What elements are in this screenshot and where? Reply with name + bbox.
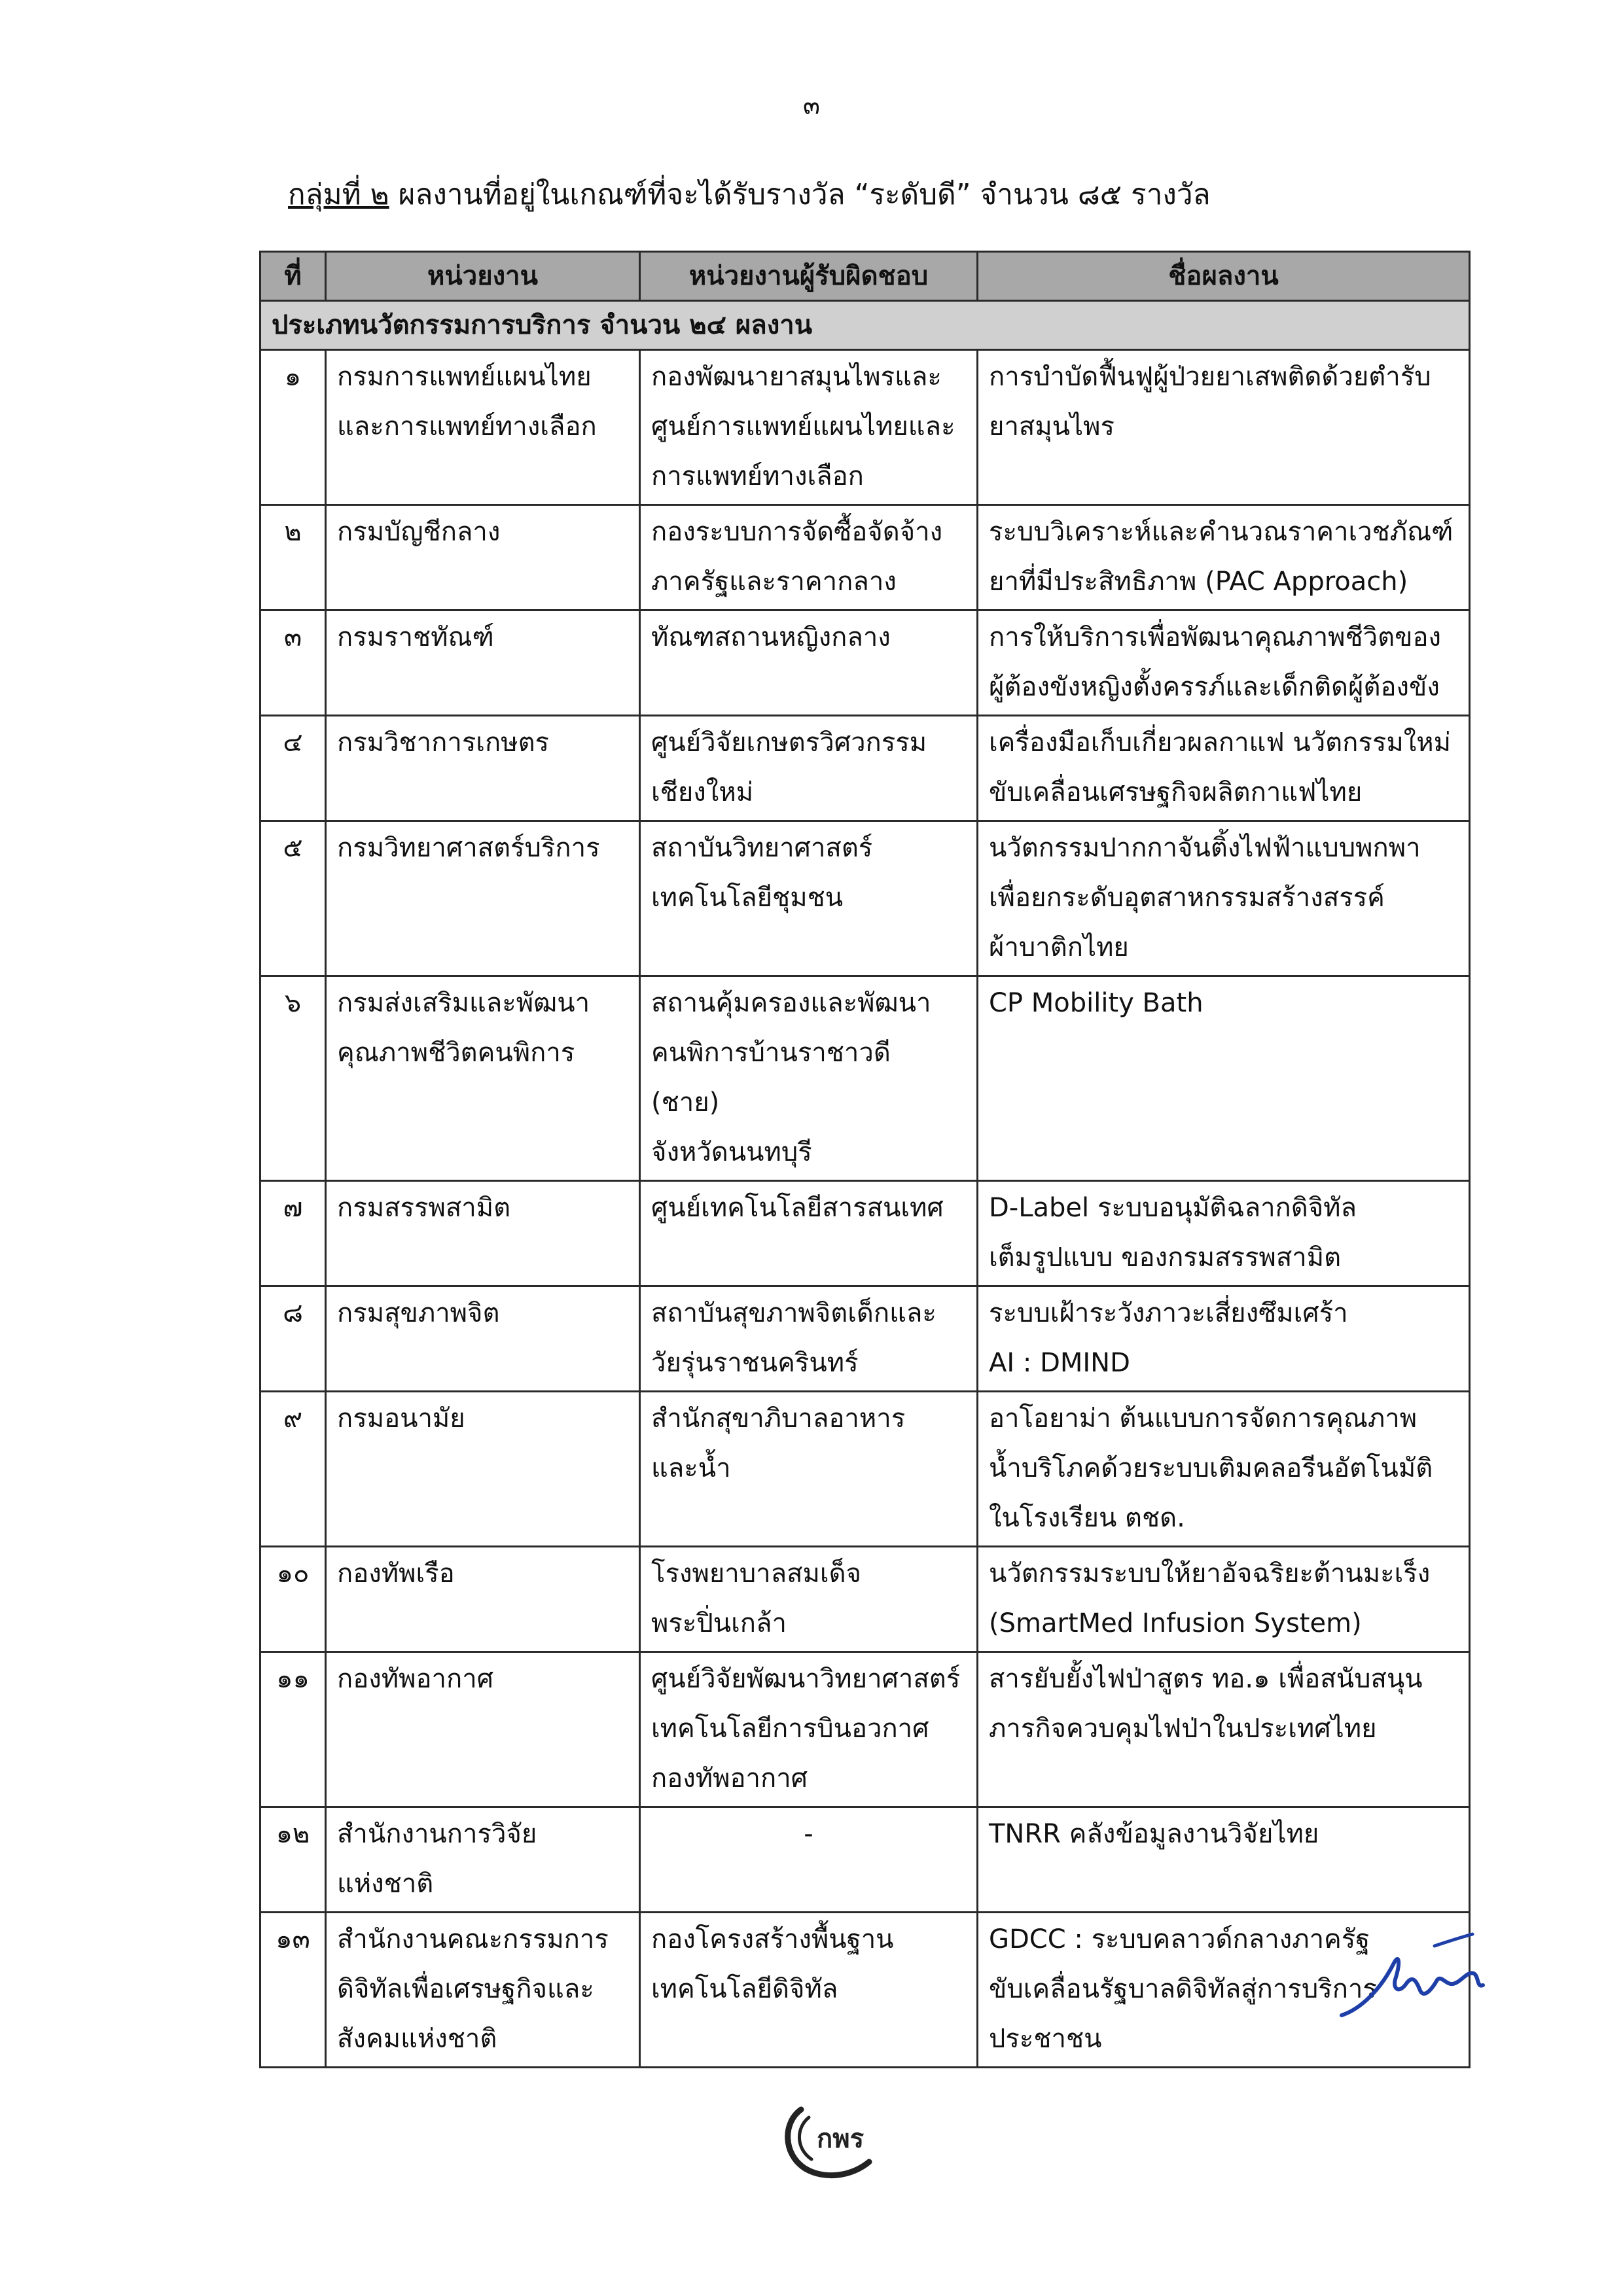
header-number: ที่ (260, 252, 326, 301)
row-responsible: ทัณฑสถานหญิงกลาง (640, 610, 978, 716)
row-work-title: ระบบเฝ้าระวังภาวะเสี่ยงซึมเศร้า AI : DMIND (978, 1286, 1470, 1392)
signature (1322, 1917, 1492, 2028)
row-responsible: กองพัฒนายาสมุนไพรและ ศูนย์การแพทย์แผนไทยและ การแพทย์ทางเลือก (640, 350, 978, 505)
row-unit: กรมวิชาการเกษตร (326, 716, 640, 821)
table-row (260, 1181, 1470, 1286)
row-work-title: GDCC : ระบบคลาวด์กลางภาครัฐ ขับเคลื่อนรัฐบาลดิจิทัลสู่การบริการ ประชาชน (978, 1913, 1470, 2068)
row-number: ๙ (260, 1392, 326, 1547)
row-unit: กรมราชทัณฑ์ (326, 610, 640, 716)
row-number: ๕ (260, 821, 326, 976)
table-row (260, 1392, 1470, 1547)
row-work-title: D-Label ระบบอนุมัติฉลากดิจิทัล เต็มรูปแบบ ของกรมสรรพสามิต (978, 1181, 1470, 1286)
row-responsible: สถาบันสุขภาพจิตเด็กและ วัยรุ่นราชนครินทร์ (640, 1286, 978, 1392)
row-responsible: โรงพยาบาลสมเด็จ พระปิ่นเกล้า (640, 1547, 978, 1652)
header-work: ชื่อผลงาน (978, 252, 1470, 301)
signature-stroke (1342, 1959, 1483, 2015)
table-row (260, 976, 1470, 1181)
row-work-title: ระบบวิเคราะห์และคำนวณราคาเวชภัณฑ์ ยาที่มีประสิทธิภาพ (PAC Approach) (978, 505, 1470, 610)
table-row (260, 1547, 1470, 1652)
signature-tick (1435, 1934, 1472, 1946)
group-heading-text: ผลงานที่อยู่ในเกณฑ์ที่จะได้รับรางวัล “ระดับดี” จำนวน ๘๕ รางวัล (389, 178, 1211, 211)
row-unit: สำนักงานการวิจัย แห่งชาติ (326, 1807, 640, 1913)
category-label: ประเภทนวัตกรรมการบริการ จำนวน ๒๔ ผลงาน (260, 301, 1470, 350)
row-responsible: ศูนย์วิจัยพัฒนาวิทยาศาสตร์ เทคโนโลยีการบินอวกาศ กองทัพอากาศ (640, 1652, 978, 1807)
table-row (260, 716, 1470, 821)
category-row (260, 301, 1470, 350)
row-responsible: สำนักสุขาภิบาลอาหาร และน้ำ (640, 1392, 978, 1547)
row-responsible: ศูนย์เทคโนโลยีสารสนเทศ (640, 1181, 978, 1286)
row-unit: กองทัพอากาศ (326, 1652, 640, 1807)
table-row (260, 505, 1470, 610)
row-number: ๑ (260, 350, 326, 505)
row-unit: กรมวิทยาศาสตร์บริการ (326, 821, 640, 976)
row-work-title: นวัตกรรมปากกาจันติ้งไฟฟ้าแบบพกพา เพื่อยกระดับอุตสาหกรรมสร้างสรรค์ ผ้าบาติกไทย (978, 821, 1470, 976)
opdc-logo (779, 2100, 883, 2179)
row-work-title: เครื่องมือเก็บเกี่ยวผลกาแฟ นวัตกรรมใหม่ ขับเคลื่อนเศรษฐกิจผลิตกาแฟไทย (978, 716, 1470, 821)
row-responsible: สถานคุ้มครองและพัฒนา คนพิการบ้านราชาวดี (ชาย) จังหวัดนนทบุรี (640, 976, 978, 1181)
table-body (260, 301, 1470, 2068)
row-work-title: อาโอยาม่า ต้นแบบการจัดการคุณภาพ น้ำบริโภคด้วยระบบเติมคลอรีนอัตโนมัติ ในโรงเรียน ตชด. (978, 1392, 1470, 1547)
row-number: ๔ (260, 716, 326, 821)
row-responsible: สถาบันวิทยาศาสตร์ เทคโนโลยีชุมชน (640, 821, 978, 976)
row-unit: สำนักงานคณะกรรมการ ดิจิทัลเพื่อเศรษฐกิจและ สังคมแห่งชาติ (326, 1913, 640, 2068)
table-row (260, 821, 1470, 976)
table-row (260, 1913, 1470, 2068)
row-unit: กรมสรรพสามิต (326, 1181, 640, 1286)
row-unit: กรมอนามัย (326, 1392, 640, 1547)
row-number: ๖ (260, 976, 326, 1181)
group-heading (288, 171, 1211, 217)
row-number: ๘ (260, 1286, 326, 1392)
logo-text: กพร (817, 2124, 865, 2154)
row-number: ๑๐ (260, 1547, 326, 1652)
row-number: ๓ (260, 610, 326, 716)
results-table (259, 251, 1471, 2068)
table-header-row (260, 252, 1470, 301)
logo-swoosh-inner (799, 2117, 812, 2159)
table-row (260, 1286, 1470, 1392)
row-work-title: สารยับยั้งไฟป่าสูตร ทอ.๑ เพื่อสนับสนุน ภารกิจควบคุมไฟป่าในประเทศไทย (978, 1652, 1470, 1807)
header-unit: หน่วยงาน (326, 252, 640, 301)
row-work-title: TNRR คลังข้อมูลงานวิจัยไทย (978, 1807, 1470, 1913)
row-work-title: การบำบัดฟื้นฟูผู้ป่วยยาเสพติดด้วยตำรับ ยาสมุนไพร (978, 350, 1470, 505)
row-responsible: - (640, 1807, 978, 1913)
row-responsible: กองระบบการจัดซื้อจัดจ้าง ภาครัฐและราคากลาง (640, 505, 978, 610)
row-unit: กรมส่งเสริมและพัฒนา คุณภาพชีวิตคนพิการ (326, 976, 640, 1181)
group-heading-lead: กลุ่มที่ ๒ (288, 178, 389, 211)
table-row (260, 610, 1470, 716)
row-responsible: ศูนย์วิจัยเกษตรวิศวกรรม เชียงใหม่ (640, 716, 978, 821)
row-unit: กรมบัญชีกลาง (326, 505, 640, 610)
table-row (260, 350, 1470, 505)
row-number: ๑๓ (260, 1913, 326, 2068)
row-work-title: นวัตกรรมระบบให้ยาอัจฉริยะต้านมะเร็ง (SmartMed Infusion System) (978, 1547, 1470, 1652)
table-row (260, 1652, 1470, 1807)
row-responsible: กองโครงสร้างพื้นฐาน เทคโนโลยีดิจิทัล (640, 1913, 978, 2068)
row-number: ๗ (260, 1181, 326, 1286)
row-number: ๒ (260, 505, 326, 610)
row-number: ๑๒ (260, 1807, 326, 1913)
header-responsible: หน่วยงานผู้รับผิดชอบ (640, 252, 978, 301)
row-work-title: CP Mobility Bath (978, 976, 1470, 1181)
row-unit: กรมสุขภาพจิต (326, 1286, 640, 1392)
row-work-title: การให้บริการเพื่อพัฒนาคุณภาพชีวิตของ ผู้ต้องขังหญิงตั้งครรภ์และเด็กติดผู้ต้องขัง (978, 610, 1470, 716)
row-unit: กรมการแพทย์แผนไทย และการแพทย์ทางเลือก (326, 350, 640, 505)
page-number: ๓ (803, 91, 820, 120)
table-row (260, 1807, 1470, 1913)
row-unit: กองทัพเรือ (326, 1547, 640, 1652)
row-number: ๑๑ (260, 1652, 326, 1807)
